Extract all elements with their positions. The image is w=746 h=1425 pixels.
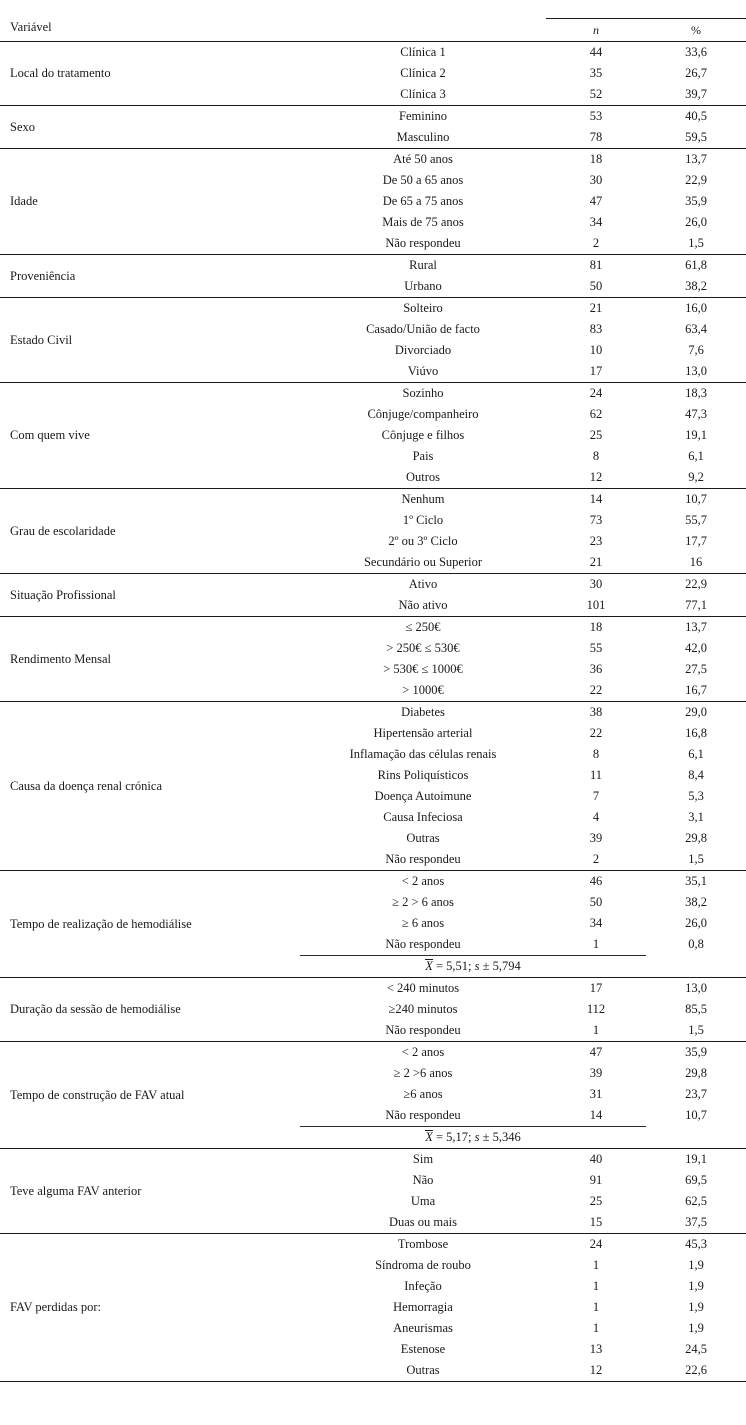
count-cell: 1	[592, 1023, 600, 1037]
percent-cell: 35,9	[685, 194, 707, 208]
category-cell: Divorciado	[394, 343, 452, 357]
category-cell: Inflamação das células renais	[349, 747, 497, 761]
percent-cell: 69,5	[685, 1173, 707, 1187]
percent-cell: 1,5	[688, 852, 704, 866]
count-cell: 17	[589, 981, 603, 995]
table-body	[0, 42, 746, 1382]
percent-cell: 19,1	[685, 428, 707, 442]
category-cell: ≥240 minutos	[388, 1002, 458, 1016]
count-cell: 1	[592, 1300, 600, 1314]
percent-cell: 38,2	[685, 279, 707, 293]
table-row	[0, 383, 746, 404]
count-cell: 14	[589, 492, 603, 506]
percent-cell: 37,5	[685, 1215, 707, 1229]
count-cell: 24	[589, 386, 603, 400]
count-cell: 23	[589, 534, 603, 548]
variable-label-cell: Tempo de realização de hemodiálise	[10, 916, 192, 931]
count-cell: 47	[589, 1045, 603, 1059]
percent-cell: 10,7	[685, 1108, 707, 1123]
percent-cell: 47,3	[685, 407, 707, 421]
category-cell: 2º ou 3º Ciclo	[388, 534, 458, 548]
percent-cell: 9,2	[688, 470, 704, 484]
category-cell: Uma	[410, 1194, 436, 1208]
percent-cell: 26,0	[685, 916, 707, 930]
count-cell: 91	[589, 1173, 603, 1187]
count-cell: 2	[592, 236, 600, 250]
count-cell: 35	[589, 66, 603, 80]
header-top-rule-row	[0, 0, 746, 19]
percent-cell: 17,7	[685, 534, 707, 548]
variable-label-cell: Local do tratamento	[10, 66, 111, 80]
percent-cell: 40,5	[685, 109, 707, 123]
percent-cell: 16,0	[685, 301, 707, 315]
count-cell: 34	[589, 916, 603, 930]
header-variable-label: Variável	[10, 19, 52, 34]
category-cell: Outras	[406, 831, 440, 845]
percent-cell: 29,8	[685, 831, 707, 845]
category-cell: Solteiro	[403, 301, 443, 315]
percent-cell: 23,7	[685, 1087, 707, 1101]
header-spacer-category	[300, 0, 546, 19]
percent-cell: 33,6	[685, 45, 707, 59]
count-cell: 36	[589, 662, 603, 676]
count-cell: 62	[589, 407, 603, 421]
count-cell: 46	[589, 874, 603, 888]
table-row	[0, 42, 746, 64]
percent-cell: 16	[689, 555, 703, 569]
count-cell: 112	[586, 1002, 606, 1016]
category-cell: Outros	[405, 470, 441, 484]
percent-cell: 22,9	[685, 173, 707, 187]
percent-cell: 45,3	[685, 1237, 707, 1251]
percent-cell: 29,8	[685, 1066, 707, 1080]
category-cell: > 530€ ≤ 1000€	[383, 662, 463, 676]
variable-label-cell: Rendimento Mensal	[10, 651, 112, 666]
mean-value-text: = 5,17;	[432, 1130, 475, 1144]
summary-count-blank	[646, 1127, 746, 1149]
percent-cell: 0,8	[688, 937, 704, 952]
variable-label-cell: Idade	[10, 194, 38, 208]
category-cell: Masculino	[396, 130, 450, 144]
table-row	[0, 489, 746, 510]
variable-label-cell: Com quem vive	[10, 428, 90, 442]
header-rule-n	[546, 0, 646, 19]
mean-value-text: = 5,51;	[432, 959, 475, 973]
category-cell: < 2 anos	[401, 1045, 445, 1059]
count-cell: 50	[589, 895, 603, 909]
count-cell: 13	[589, 1342, 603, 1356]
category-cell: Hemorragia	[393, 1300, 453, 1314]
percent-cell: 1,9	[688, 1258, 704, 1272]
header-rule-pct	[646, 0, 746, 19]
percent-cell: 26,0	[685, 215, 707, 229]
percent-cell: 38,2	[685, 895, 707, 909]
count-cell: 1	[592, 937, 600, 951]
count-cell: 25	[589, 1194, 603, 1208]
category-cell: > 1000€	[402, 683, 444, 697]
percent-cell: 16,7	[685, 683, 707, 697]
category-cell: Nenhum	[401, 492, 445, 506]
count-cell: 101	[586, 598, 606, 612]
category-cell: ≥6 anos	[403, 1087, 443, 1101]
table-row	[0, 978, 746, 999]
category-cell: De 65 a 75 anos	[382, 194, 464, 208]
percent-cell: 35,1	[685, 874, 707, 888]
variable-label-cell: Tempo de construção de FAV atual	[10, 1087, 185, 1102]
percent-cell: 13,7	[685, 152, 707, 166]
category-cell: Não respondeu	[385, 937, 461, 951]
count-cell: 53	[589, 109, 603, 123]
category-cell: Causa Infeciosa	[383, 810, 463, 824]
table-row	[0, 1234, 746, 1255]
percent-cell: 16,8	[685, 726, 707, 740]
table-row	[0, 149, 746, 170]
category-cell: Urbano	[404, 279, 442, 293]
percent-cell: 7,6	[688, 343, 704, 357]
variable-label-cell: Duração da sessão de hemodiálise	[10, 1002, 181, 1016]
table-row	[0, 298, 746, 319]
category-cell: Não respondeu	[385, 1108, 461, 1122]
category-cell: ≥ 6 anos	[401, 916, 445, 930]
category-cell: Cônjuge/companheiro	[367, 407, 479, 421]
count-cell: 38	[589, 705, 603, 719]
category-cell: De 50 a 65 anos	[382, 173, 464, 187]
percent-cell: 27,5	[685, 662, 707, 676]
percent-cell: 1,5	[688, 236, 704, 250]
count-cell: 40	[589, 1152, 603, 1166]
variable-label-cell: Proveniência	[10, 268, 76, 283]
category-cell: Pais	[412, 449, 434, 463]
count-cell: 2	[592, 852, 600, 866]
variable-label-cell: Estado Civil	[10, 332, 73, 347]
category-cell: Outras	[406, 1363, 440, 1377]
percent-cell: 22,6	[685, 1363, 707, 1377]
count-cell: 12	[589, 470, 603, 484]
category-cell: Até 50 anos	[393, 152, 453, 166]
category-cell: Aneurismas	[393, 1321, 453, 1335]
percent-cell: 18,3	[685, 386, 707, 400]
category-cell: Clínica 1	[400, 45, 446, 59]
category-cell: ≥ 2 >6 anos	[393, 1066, 453, 1080]
x-bar-symbol: X	[425, 959, 433, 973]
count-cell: 8	[592, 747, 600, 761]
percent-cell: 26,7	[685, 66, 707, 80]
header-label-row	[0, 19, 746, 42]
count-cell: 10	[589, 343, 603, 357]
count-cell: 21	[589, 555, 603, 569]
count-cell: 31	[589, 1087, 603, 1101]
variable-label-cell: Causa da doença renal crónica	[10, 778, 163, 793]
category-cell: < 240 minutos	[386, 981, 460, 995]
percent-cell: 1,9	[688, 1279, 704, 1293]
table-bottom-rule	[0, 1382, 746, 1383]
category-cell: Sozinho	[402, 386, 444, 400]
category-cell: Não respondeu	[385, 1023, 461, 1037]
s-symbol: s	[474, 959, 480, 973]
category-cell: > 250€ ≤ 530€	[386, 641, 460, 655]
category-cell: Trombose	[397, 1237, 449, 1251]
category-cell: Não respondeu	[385, 236, 461, 250]
count-cell: 83	[589, 322, 603, 336]
table-footer	[0, 1382, 746, 1383]
percent-cell: 35,9	[685, 1045, 707, 1059]
percent-cell: 77,1	[685, 598, 707, 612]
category-cell: Mais de 75 anos	[382, 215, 464, 229]
category-cell: Clínica 3	[400, 87, 446, 101]
sd-value-text: ± 5,794	[479, 959, 521, 973]
category-cell: Estenose	[400, 1342, 446, 1356]
count-cell: 22	[589, 726, 603, 740]
table-row	[0, 574, 746, 595]
percent-cell: 29,0	[685, 705, 707, 719]
percent-cell: 61,8	[685, 258, 707, 272]
percent-cell: 19,1	[685, 1152, 707, 1166]
category-cell: Hipertensão arterial	[373, 726, 473, 740]
category-cell: Sim	[412, 1152, 434, 1166]
percent-cell: 1,5	[688, 1023, 704, 1037]
count-cell: 18	[589, 620, 603, 634]
category-cell: Secundário ou Superior	[363, 555, 483, 569]
count-cell: 4	[592, 810, 600, 824]
category-cell: Não	[412, 1173, 434, 1187]
category-cell: Rural	[409, 258, 437, 272]
table-row	[0, 871, 746, 892]
count-cell: 81	[589, 258, 603, 272]
count-cell: 1	[592, 1321, 600, 1335]
s-symbol: s	[474, 1130, 480, 1144]
count-cell: 50	[589, 279, 603, 293]
count-cell: 15	[589, 1215, 603, 1229]
count-cell: 55	[589, 641, 603, 655]
count-cell: 30	[589, 173, 603, 187]
percent-cell: 39,7	[685, 87, 707, 101]
percent-cell: 85,5	[685, 1002, 707, 1016]
table-row	[0, 1042, 746, 1063]
percent-cell: 22,9	[685, 577, 707, 591]
count-cell: 12	[589, 1363, 603, 1377]
header-n-label	[546, 19, 646, 42]
percent-cell: 13,0	[685, 981, 707, 995]
count-cell: 73	[589, 513, 603, 527]
table-row	[0, 1149, 746, 1170]
count-cell: 44	[589, 45, 603, 59]
category-cell: Síndroma de roubo	[375, 1258, 471, 1272]
variable-label-cell: Sexo	[10, 119, 35, 134]
count-cell: 78	[589, 130, 603, 144]
category-cell: Não respondeu	[385, 852, 461, 866]
count-cell: 30	[589, 577, 603, 591]
mean-sd-cell	[300, 1127, 646, 1149]
count-cell: 25	[589, 428, 603, 442]
header-n-text: n	[593, 23, 599, 37]
category-cell: ≤ 250€	[405, 620, 441, 634]
category-cell: ≥ 2 > 6 anos	[392, 895, 454, 909]
percent-cell: 55,7	[685, 513, 707, 527]
table-row	[0, 106, 746, 127]
percent-cell: 6,1	[688, 449, 704, 463]
count-cell: 8	[592, 449, 600, 463]
category-cell: Não ativo	[398, 598, 448, 612]
count-cell: 21	[589, 301, 603, 315]
category-cell: Ativo	[408, 577, 438, 591]
variable-label-cell: Situação Profissional	[10, 587, 116, 602]
category-cell: Clínica 2	[400, 66, 446, 80]
summary-count-blank	[646, 956, 746, 978]
percent-cell: 10,7	[685, 492, 707, 506]
percent-cell: 13,0	[685, 364, 707, 378]
category-cell: Cônjuge e filhos	[381, 428, 465, 442]
count-cell: 52	[589, 87, 603, 101]
percent-cell: 42,0	[685, 641, 707, 655]
variable-label-cell: Grau de escolaridade	[10, 523, 116, 538]
count-cell: 34	[589, 215, 603, 229]
count-cell: 1	[592, 1279, 600, 1293]
table-row	[0, 255, 746, 276]
category-cell: < 2 anos	[401, 874, 445, 888]
category-cell: 1º Ciclo	[402, 513, 444, 527]
percent-cell: 3,1	[688, 810, 704, 824]
count-cell: 47	[589, 194, 603, 208]
variable-label-cell: Teve alguma FAV anterior	[10, 1183, 142, 1198]
percent-cell: 24,5	[685, 1342, 707, 1356]
count-cell: 22	[589, 683, 603, 697]
percent-cell: 6,1	[688, 747, 704, 761]
count-cell: 1	[592, 1258, 600, 1272]
table-row	[0, 702, 746, 723]
category-cell: Duas ou mais	[388, 1215, 458, 1229]
count-cell: 7	[592, 789, 600, 803]
category-cell: Infeção	[404, 1279, 442, 1293]
category-cell: Doença Autoimune	[374, 789, 472, 803]
count-cell: 14	[589, 1108, 603, 1122]
header-category-blank	[300, 19, 546, 42]
count-cell: 18	[589, 152, 603, 166]
category-cell: Feminino	[399, 109, 447, 123]
percent-cell: 59,5	[685, 130, 707, 144]
table-row	[0, 617, 746, 638]
count-cell: 39	[589, 831, 603, 845]
count-cell: 17	[589, 364, 603, 378]
percent-cell: 8,4	[688, 768, 704, 782]
category-cell: Casado/União de facto	[366, 322, 480, 336]
mean-sd-cell	[300, 956, 646, 978]
category-cell: Rins Poliquísticos	[377, 768, 469, 782]
header-spacer-left	[0, 0, 300, 19]
category-cell: Viúvo	[407, 364, 439, 378]
table-bottom-rule-row	[0, 1382, 746, 1383]
percent-cell: 5,3	[688, 789, 704, 803]
x-bar-symbol: X	[425, 1130, 433, 1144]
count-cell: 39	[589, 1066, 603, 1080]
percent-cell: 1,9	[688, 1300, 704, 1314]
count-cell: 24	[589, 1237, 603, 1251]
table-header	[0, 0, 746, 42]
sd-value-text: ± 5,346	[479, 1130, 521, 1144]
category-cell: Diabetes	[401, 705, 445, 719]
percent-cell: 63,4	[685, 322, 707, 336]
percent-cell: 13,7	[685, 620, 707, 634]
header-pct-label: %	[691, 23, 701, 37]
variable-label-cell: FAV perdidas por:	[10, 1300, 101, 1314]
percent-cell: 1,9	[688, 1321, 704, 1335]
count-cell: 11	[589, 768, 603, 782]
percent-cell: 62,5	[685, 1194, 707, 1208]
